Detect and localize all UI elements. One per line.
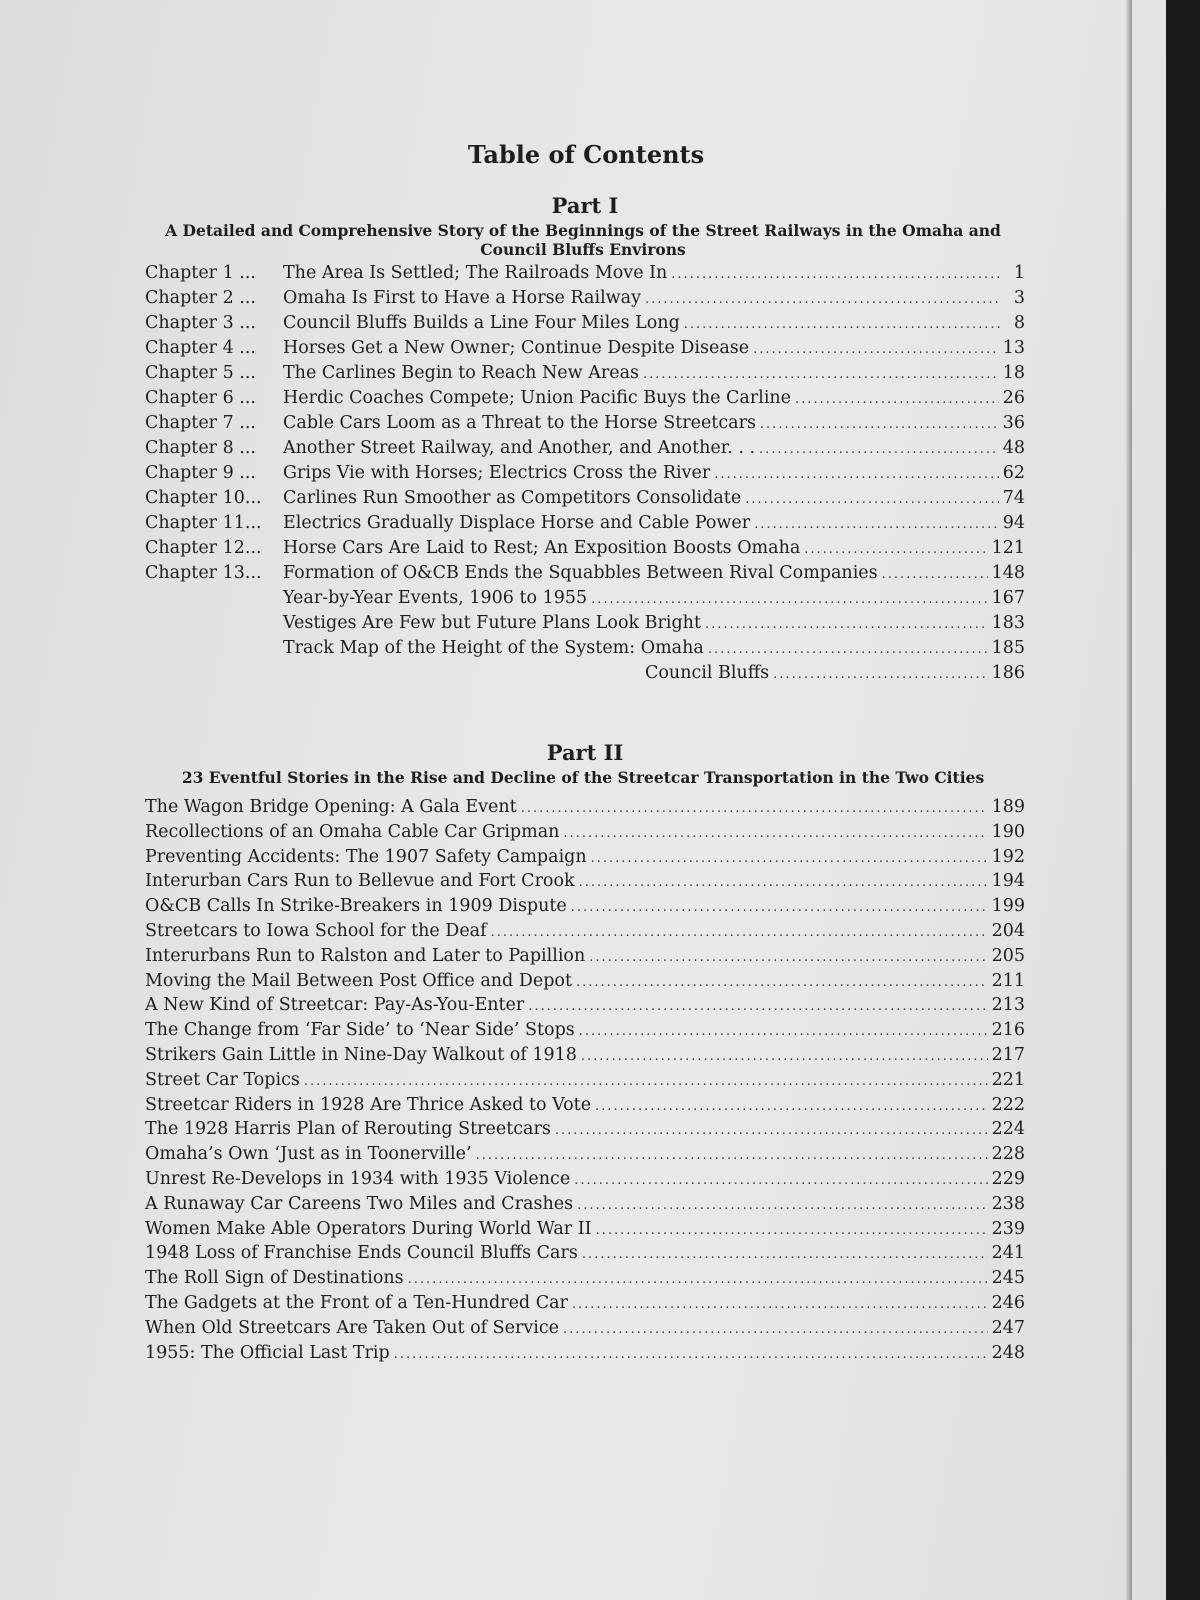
- story-title: The Change from ‘Far Side’ to ‘Near Side’ Stops: [145, 1020, 575, 1041]
- chapter-row-13: [145, 563, 1025, 588]
- page-number: 238: [991, 1193, 1025, 1214]
- extra-title: Year-by-Year Events, 1906 to 1955: [283, 588, 588, 608]
- story-row-8: [145, 971, 1025, 996]
- chapter-label: Chapter 9 ...: [145, 463, 256, 483]
- chapter-title: Electrics Gradually Displace Horse and Cable Power: [283, 513, 751, 533]
- story-title: The Roll Sign of Destinations: [145, 1268, 404, 1289]
- part1-subtitle: [141, 221, 1025, 259]
- story-row-16: [145, 1169, 1025, 1194]
- leader-dots: [476, 1148, 988, 1163]
- extra-row-2: [145, 613, 1025, 638]
- leader-dots: [705, 617, 988, 632]
- story-title: Omaha’s Own ‘Just as in Toonerville’: [145, 1144, 472, 1165]
- page-number: 185: [991, 638, 1025, 658]
- leader-dots: [581, 1049, 988, 1064]
- leader-dots: [521, 801, 988, 816]
- chapter-label: Chapter 3 ...: [145, 313, 256, 333]
- page-number: 216: [991, 1020, 1025, 1041]
- story-row-23: [145, 1343, 1025, 1368]
- story-title: Streetcars to Iowa School for the Deaf: [145, 920, 487, 941]
- page-number: 228: [991, 1144, 1025, 1165]
- chapter-row-7: [145, 413, 1025, 438]
- page-number: 190: [991, 821, 1025, 842]
- leader-dots: [745, 492, 999, 507]
- chapter-label: Chapter 4 ...: [145, 338, 256, 358]
- chapter-label: Chapter 10...: [145, 488, 262, 508]
- page-number: 36: [1002, 413, 1025, 433]
- part1-chapter-list: [145, 263, 1025, 688]
- leader-dots: [579, 875, 988, 890]
- story-title: 1955: The Official Last Trip: [145, 1342, 390, 1363]
- leader-dots: [491, 925, 988, 940]
- story-title: The 1928 Harris Plan of Rerouting Streetcars: [145, 1119, 551, 1140]
- leader-dots: [582, 1247, 988, 1262]
- story-row-22: [145, 1318, 1025, 1343]
- part1-subtitle-line1: A Detailed and Comprehensive Story of the Beginnings of the Street Railways in the Omaha and: [165, 221, 1001, 240]
- story-title: Interurbans Run to Ralston and Later to Papillion: [145, 945, 586, 966]
- story-row-10: [145, 1020, 1025, 1045]
- page-number: 192: [991, 846, 1025, 867]
- story-row-21: [145, 1293, 1025, 1318]
- leader-dots: [754, 517, 999, 532]
- leader-dots: [555, 1123, 988, 1138]
- part2-subtitle: 23 Eventful Stories in the Rise and Decline of the Streetcar Transportation in the Two Cities: [181, 768, 985, 787]
- chapter-label: Chapter 12...: [145, 538, 262, 558]
- leader-dots: [643, 367, 999, 382]
- chapter-row-12: [145, 538, 1025, 563]
- part2-section: [145, 740, 1025, 1367]
- page-number: 245: [991, 1268, 1025, 1289]
- chapter-label: Chapter 2 ...: [145, 288, 256, 308]
- extra-title: Vestiges Are Few but Future Plans Look Bright: [283, 613, 701, 633]
- leader-dots: [684, 317, 1001, 332]
- part2-heading: Part II: [546, 740, 624, 765]
- chapter-title: Another Street Railway, and Another, and Another. . .: [283, 438, 756, 458]
- story-title: The Wagon Bridge Opening: A Gala Event: [145, 797, 517, 817]
- chapter-row-9: [145, 463, 1025, 488]
- extra-row-4: [145, 663, 1025, 688]
- page-number: 246: [991, 1292, 1025, 1313]
- leader-dots: [563, 826, 987, 841]
- leader-dots: [708, 642, 988, 657]
- page-number: 121: [991, 538, 1025, 558]
- page-edge-shadow: [1126, 0, 1132, 1600]
- leader-dots: [714, 467, 999, 482]
- page-number: 3: [1013, 288, 1025, 308]
- chapter-row-10: [145, 488, 1025, 513]
- page-number: 194: [991, 871, 1025, 892]
- chapter-title: Herdic Coaches Compete; Union Pacific Buys the Carline: [283, 388, 792, 408]
- story-row-4: [145, 871, 1025, 896]
- story-row-13: [145, 1095, 1025, 1120]
- chapter-label: Chapter 11...: [145, 513, 262, 533]
- chapter-label: Chapter 8 ...: [145, 438, 256, 458]
- page-number: 26: [1002, 388, 1025, 408]
- page-number: 1: [1013, 263, 1025, 283]
- chapter-row-2: [145, 288, 1025, 313]
- story-title: A Runaway Car Careens Two Miles and Crashes: [145, 1193, 574, 1214]
- story-row-19: [145, 1243, 1025, 1268]
- page-number: 94: [1002, 513, 1025, 533]
- story-title: Preventing Accidents: The 1907 Safety Campaign: [145, 846, 587, 867]
- story-title: 1948 Loss of Franchise Ends Council Bluffs Cars: [145, 1243, 578, 1264]
- leader-dots: [579, 1024, 988, 1039]
- story-title: Interurban Cars Run to Bellevue and Fort Crook: [145, 871, 575, 892]
- story-title: Women Make Able Operators During World War II: [145, 1218, 592, 1239]
- part2-story-list: [145, 797, 1025, 1367]
- leader-dots: [576, 975, 988, 990]
- page-number: 221: [991, 1069, 1025, 1090]
- story-row-11: [145, 1045, 1025, 1070]
- part1-subtitle-line2: Council Bluffs Environs: [480, 240, 686, 259]
- story-title: Streetcar Riders in 1928 Are Thrice Asked to Vote: [145, 1094, 592, 1115]
- story-row-20: [145, 1268, 1025, 1293]
- chapter-title: Grips Vie with Horses; Electrics Cross the River: [283, 463, 711, 483]
- extra-title: Track Map of the Height of the System: Omaha: [283, 638, 704, 658]
- page-number: 224: [991, 1119, 1025, 1140]
- leader-dots: [304, 1074, 988, 1089]
- extra-row-3: [145, 638, 1025, 663]
- chapter-title: Council Bluffs Builds a Line Four Miles Long: [283, 313, 680, 333]
- page-number: 62: [1002, 463, 1025, 483]
- story-title: Moving the Mail Between Post Office and Depot: [145, 970, 572, 991]
- chapter-row-3: [145, 313, 1025, 338]
- story-row-6: [145, 921, 1025, 946]
- story-title: A New Kind of Streetcar: Pay-As-You-Enter: [145, 995, 525, 1016]
- page-number: 248: [991, 1342, 1025, 1363]
- extra-title: Council Bluffs: [645, 663, 770, 683]
- page-number: 13: [1002, 338, 1025, 358]
- chapter-title: Omaha Is First to Have a Horse Railway: [283, 288, 641, 308]
- leader-dots: [408, 1272, 988, 1287]
- chapter-title: Formation of O&CB Ends the Squabbles Between Rival Companies: [283, 563, 878, 583]
- page-number: 199: [991, 896, 1025, 917]
- page-number: 213: [991, 995, 1025, 1016]
- leader-dots: [804, 542, 987, 557]
- story-title: Strikers Gain Little in Nine-Day Walkout of 1918: [145, 1044, 577, 1065]
- story-row-9: [145, 995, 1025, 1020]
- leader-dots: [577, 1198, 988, 1213]
- chapter-label: Chapter 1 ...: [145, 263, 256, 283]
- leader-dots: [572, 1297, 988, 1312]
- page-number: 148: [991, 563, 1025, 583]
- page-number: 8: [1013, 313, 1025, 333]
- extra-row-1: [145, 588, 1025, 613]
- story-row-7: [145, 946, 1025, 971]
- toc-content: [145, 140, 1025, 1367]
- leader-dots: [773, 667, 987, 682]
- page-number: 241: [991, 1243, 1025, 1264]
- chapter-label: Chapter 5 ...: [145, 363, 256, 383]
- page-number: 48: [1002, 438, 1025, 458]
- page-number: 217: [991, 1044, 1025, 1065]
- story-row-3: [145, 847, 1025, 872]
- page-number: 211: [991, 970, 1025, 991]
- story-title: Street Car Topics: [145, 1069, 300, 1090]
- story-row-15: [145, 1144, 1025, 1169]
- story-title: When Old Streetcars Are Taken Out of Service: [145, 1317, 560, 1338]
- chapter-row-4: [145, 338, 1025, 363]
- page-number: 189: [991, 797, 1025, 817]
- story-title: Recollections of an Omaha Cable Car Gripman: [145, 821, 560, 842]
- leader-dots: [571, 900, 988, 915]
- story-title: O&CB Calls In Strike-Breakers in 1909 Dispute: [145, 896, 567, 917]
- toc-title: Table of Contents: [467, 140, 705, 169]
- page-number: 183: [991, 613, 1025, 633]
- page-number: 186: [991, 663, 1025, 683]
- page-number: 167: [991, 588, 1025, 608]
- page-number: 247: [991, 1317, 1025, 1338]
- leader-dots: [591, 592, 987, 607]
- chapter-title: Cable Cars Loom as a Threat to the Horse Streetcars: [283, 413, 756, 433]
- leader-dots: [595, 1099, 988, 1114]
- page-number: 239: [991, 1218, 1025, 1239]
- page-number: 222: [991, 1094, 1025, 1115]
- chapter-row-8: [145, 438, 1025, 463]
- story-title: Unrest Re-Develops in 1934 with 1935 Violence: [145, 1168, 571, 1189]
- leader-dots: [759, 442, 999, 457]
- leader-dots: [394, 1347, 988, 1362]
- story-row-14: [145, 1119, 1025, 1144]
- leader-dots: [645, 292, 1001, 307]
- story-row-1: [145, 797, 1025, 822]
- leader-dots: [882, 567, 988, 582]
- chapter-row-5: [145, 363, 1025, 388]
- chapter-row-6: [145, 388, 1025, 413]
- chapter-row-11: [145, 513, 1025, 538]
- chapter-title: Horse Cars Are Laid to Rest; An Exposition Boosts Omaha: [283, 538, 801, 558]
- leader-dots: [760, 417, 999, 432]
- leader-dots: [574, 1173, 987, 1188]
- chapter-label: Chapter 7 ...: [145, 413, 256, 433]
- chapter-label: Chapter 13...: [145, 563, 262, 583]
- chapter-row-1: [145, 263, 1025, 288]
- part1-heading: Part I: [551, 193, 619, 218]
- leader-dots: [795, 392, 999, 407]
- chapter-title: The Carlines Begin to Reach New Areas: [283, 363, 639, 383]
- story-row-18: [145, 1219, 1025, 1244]
- page-number: 74: [1002, 488, 1025, 508]
- leader-dots: [591, 851, 988, 866]
- story-row-5: [145, 896, 1025, 921]
- leader-dots: [589, 950, 987, 965]
- leader-dots: [671, 267, 1001, 282]
- leader-dots: [596, 1223, 988, 1238]
- page-number: 229: [991, 1168, 1025, 1189]
- story-row-12: [145, 1070, 1025, 1095]
- leader-dots: [563, 1322, 988, 1337]
- page-number: 18: [1002, 363, 1025, 383]
- story-row-2: [145, 822, 1025, 847]
- story-row-17: [145, 1194, 1025, 1219]
- chapter-label: Chapter 6 ...: [145, 388, 256, 408]
- story-title: The Gadgets at the Front of a Ten-Hundred Car: [145, 1292, 568, 1313]
- chapter-title: Horses Get a New Owner; Continue Despite Disease: [283, 338, 750, 358]
- chapter-title: The Area Is Settled; The Railroads Move In: [283, 263, 668, 283]
- page-number: 205: [991, 945, 1025, 966]
- leader-dots: [528, 999, 987, 1014]
- chapter-title: Carlines Run Smoother as Competitors Consolidate: [283, 488, 742, 508]
- leader-dots: [753, 342, 999, 357]
- page-number: 204: [991, 920, 1025, 941]
